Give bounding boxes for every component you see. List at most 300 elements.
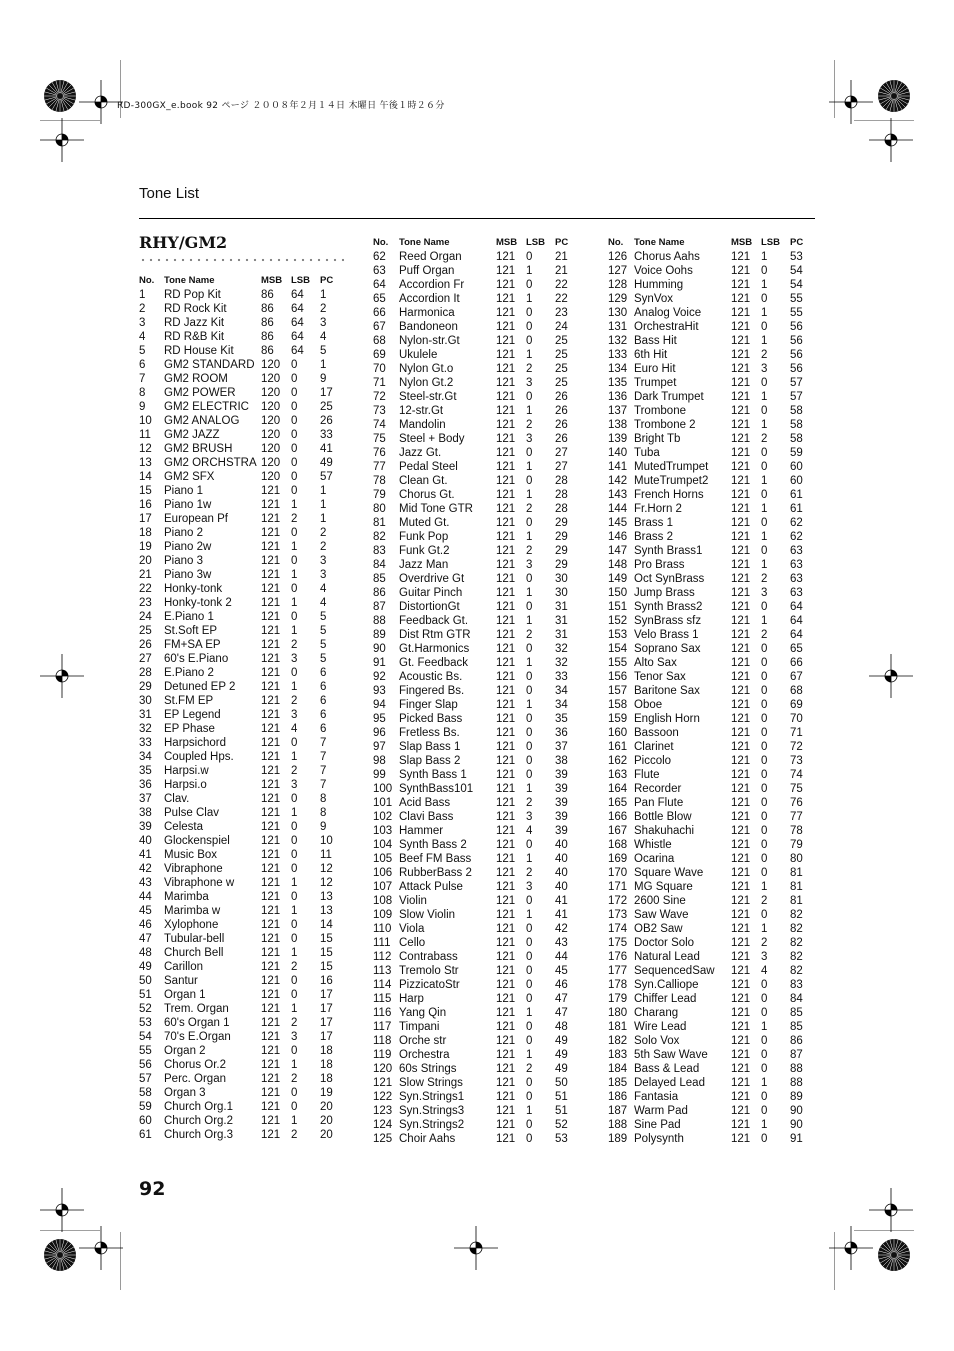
tone-msb: 121 bbox=[731, 545, 751, 557]
tone-name: Humming bbox=[634, 279, 684, 291]
tone-name: Funk Gt.2 bbox=[399, 545, 450, 557]
tone-pc: 17 bbox=[320, 989, 333, 1001]
tone-msb: 121 bbox=[496, 881, 516, 893]
tone-name: Mid Tone GTR bbox=[399, 503, 473, 515]
tone-name: Viola bbox=[399, 923, 425, 935]
tone-pc: 9 bbox=[320, 821, 327, 833]
tone-number: 57 bbox=[139, 1073, 152, 1085]
tone-number: 151 bbox=[608, 601, 628, 613]
tone-pc: 5 bbox=[320, 653, 327, 665]
tone-number: 177 bbox=[608, 965, 628, 977]
tone-msb: 121 bbox=[731, 853, 751, 865]
tone-pc: 5 bbox=[320, 611, 327, 623]
tone-pc: 63 bbox=[790, 587, 803, 599]
tone-lsb: 2 bbox=[526, 545, 533, 557]
tone-pc: 54 bbox=[790, 279, 803, 291]
crop-line bbox=[120, 1232, 121, 1291]
tone-number: 189 bbox=[608, 1133, 628, 1145]
tone-name: Music Box bbox=[164, 849, 218, 861]
tone-number: 54 bbox=[139, 1031, 152, 1043]
tone-number: 154 bbox=[608, 643, 628, 655]
tone-msb: 121 bbox=[731, 811, 751, 823]
tone-pc: 17 bbox=[320, 1031, 333, 1043]
tone-number: 140 bbox=[608, 447, 628, 459]
tone-lsb: 1 bbox=[291, 569, 298, 581]
tone-name: EP Legend bbox=[164, 709, 221, 721]
tone-number: 98 bbox=[373, 755, 386, 767]
tone-name: Tremolo Str bbox=[399, 965, 459, 977]
tone-number: 28 bbox=[139, 667, 152, 679]
tone-number: 67 bbox=[373, 321, 386, 333]
tone-pc: 62 bbox=[790, 517, 803, 529]
tone-pc: 64 bbox=[790, 601, 803, 613]
tone-lsb: 1 bbox=[291, 1115, 298, 1127]
tone-pc: 67 bbox=[790, 671, 803, 683]
tone-name: Steel + Body bbox=[399, 433, 465, 445]
tone-msb: 121 bbox=[496, 671, 516, 683]
tone-msb: 121 bbox=[731, 909, 751, 921]
tone-pc: 24 bbox=[555, 321, 568, 333]
page-number: 92 bbox=[139, 1178, 166, 1200]
tone-number: 63 bbox=[373, 265, 386, 277]
tone-name: Trombone 2 bbox=[634, 419, 696, 431]
tone-msb: 121 bbox=[496, 391, 516, 403]
tone-name: Harp bbox=[399, 993, 424, 1005]
tone-number: 141 bbox=[608, 461, 628, 473]
tone-msb: 121 bbox=[731, 839, 751, 851]
tone-pc: 4 bbox=[320, 583, 327, 595]
tone-lsb: 1 bbox=[526, 587, 533, 599]
tone-name: 60's E.Piano bbox=[164, 653, 229, 665]
tone-lsb: 0 bbox=[291, 891, 298, 903]
tone-number: 47 bbox=[139, 933, 152, 945]
tone-number: 5 bbox=[139, 345, 146, 357]
tone-lsb: 0 bbox=[761, 293, 768, 305]
tone-lsb: 64 bbox=[291, 331, 304, 343]
tone-number: 24 bbox=[139, 611, 152, 623]
tone-pc: 91 bbox=[790, 1133, 803, 1145]
tone-name: Bass Hit bbox=[634, 335, 677, 347]
tone-lsb: 0 bbox=[761, 405, 768, 417]
tone-msb: 121 bbox=[261, 737, 281, 749]
tone-number: 92 bbox=[373, 671, 386, 683]
tone-lsb: 2 bbox=[526, 503, 533, 515]
tone-number: 44 bbox=[139, 891, 152, 903]
tone-name: Piccolo bbox=[634, 755, 672, 767]
tone-msb: 121 bbox=[261, 1031, 281, 1043]
column-header-msb: MSB bbox=[496, 237, 518, 248]
tone-lsb: 1 bbox=[761, 279, 768, 291]
tone-msb: 121 bbox=[731, 1119, 751, 1131]
tone-number: 137 bbox=[608, 405, 628, 417]
tone-lsb: 1 bbox=[761, 391, 768, 403]
tone-pc: 51 bbox=[555, 1091, 568, 1103]
column-header-no: No. bbox=[139, 275, 155, 286]
tone-name: Orche str bbox=[399, 1035, 447, 1047]
tone-pc: 1 bbox=[320, 513, 327, 525]
tone-name: Oct SynBrass bbox=[634, 573, 705, 585]
tone-number: 186 bbox=[608, 1091, 628, 1103]
tone-msb: 121 bbox=[261, 555, 281, 567]
tone-lsb: 0 bbox=[526, 965, 533, 977]
tone-pc: 81 bbox=[790, 895, 803, 907]
tone-name: Timpani bbox=[399, 1021, 440, 1033]
tone-name: Feedback Gt. bbox=[399, 615, 469, 627]
tone-msb: 121 bbox=[731, 1063, 751, 1075]
tone-name: Vibraphone w bbox=[164, 877, 235, 889]
tone-pc: 39 bbox=[555, 825, 568, 837]
tone-pc: 82 bbox=[790, 937, 803, 949]
tone-pc: 27 bbox=[555, 447, 568, 459]
tone-lsb: 0 bbox=[526, 335, 533, 347]
tone-msb: 121 bbox=[496, 447, 516, 459]
tone-number: 9 bbox=[139, 401, 146, 413]
tone-msb: 121 bbox=[496, 279, 516, 291]
tone-number: 162 bbox=[608, 755, 628, 767]
tone-pc: 61 bbox=[790, 489, 803, 501]
tone-number: 77 bbox=[373, 461, 386, 473]
tone-pc: 76 bbox=[790, 797, 803, 809]
tone-number: 166 bbox=[608, 811, 628, 823]
tone-lsb: 0 bbox=[526, 769, 533, 781]
tone-number: 15 bbox=[139, 485, 152, 497]
tone-pc: 18 bbox=[320, 1073, 333, 1085]
tone-msb: 121 bbox=[496, 1105, 516, 1117]
tone-number: 75 bbox=[373, 433, 386, 445]
tone-pc: 17 bbox=[320, 387, 333, 399]
tone-number: 184 bbox=[608, 1063, 628, 1075]
tone-lsb: 1 bbox=[761, 475, 768, 487]
tone-number: 7 bbox=[139, 373, 146, 385]
crosshair-mark-icon bbox=[869, 1188, 913, 1232]
tone-pc: 56 bbox=[790, 335, 803, 347]
tone-number: 71 bbox=[373, 377, 386, 389]
tone-pc: 19 bbox=[320, 1087, 333, 1099]
tone-number: 119 bbox=[373, 1049, 392, 1061]
tone-name: Trombone bbox=[634, 405, 686, 417]
tone-name: Violin bbox=[399, 895, 427, 907]
column-header-name: Tone Name bbox=[399, 237, 450, 248]
tone-name: Soprano Sax bbox=[634, 643, 701, 655]
tone-name: Slap Bass 1 bbox=[399, 741, 461, 753]
tone-number: 120 bbox=[373, 1063, 393, 1075]
tone-number: 99 bbox=[373, 769, 386, 781]
tone-name: Solo Vox bbox=[634, 1035, 680, 1047]
tone-msb: 121 bbox=[261, 695, 281, 707]
tone-msb: 86 bbox=[261, 331, 274, 343]
tone-number: 128 bbox=[608, 279, 628, 291]
tone-name: Dark Trumpet bbox=[634, 391, 704, 403]
tone-msb: 121 bbox=[261, 611, 281, 623]
tone-msb: 86 bbox=[261, 303, 274, 315]
tone-number: 101 bbox=[373, 797, 393, 809]
tone-pc: 52 bbox=[555, 1119, 568, 1131]
tone-pc: 36 bbox=[555, 727, 568, 739]
tone-pc: 6 bbox=[320, 695, 327, 707]
tone-name: Organ 1 bbox=[164, 989, 206, 1001]
tone-lsb: 0 bbox=[761, 1049, 768, 1061]
tone-lsb: 3 bbox=[291, 1031, 298, 1043]
tone-lsb: 0 bbox=[526, 895, 533, 907]
tone-pc: 29 bbox=[555, 545, 568, 557]
tone-lsb: 0 bbox=[761, 993, 768, 1005]
tone-lsb: 0 bbox=[291, 1087, 298, 1099]
tone-pc: 17 bbox=[320, 1017, 333, 1029]
tone-pc: 4 bbox=[320, 331, 327, 343]
tone-msb: 121 bbox=[496, 657, 516, 669]
tone-name: Mandolin bbox=[399, 419, 446, 431]
tone-number: 27 bbox=[139, 653, 152, 665]
tone-pc: 60 bbox=[790, 461, 803, 473]
tone-lsb: 0 bbox=[291, 849, 298, 861]
tone-lsb: 2 bbox=[526, 797, 533, 809]
tone-msb: 121 bbox=[496, 1007, 516, 1019]
tone-number: 51 bbox=[139, 989, 152, 1001]
tone-msb: 121 bbox=[496, 741, 516, 753]
tone-number: 4 bbox=[139, 331, 146, 343]
tone-lsb: 0 bbox=[761, 1063, 768, 1075]
tone-pc: 18 bbox=[320, 1045, 333, 1057]
tone-pc: 73 bbox=[790, 755, 803, 767]
tone-lsb: 0 bbox=[291, 919, 298, 931]
tone-lsb: 3 bbox=[526, 377, 533, 389]
tone-name: Detuned EP 2 bbox=[164, 681, 236, 693]
tone-lsb: 3 bbox=[291, 779, 298, 791]
tone-pc: 1 bbox=[320, 359, 327, 371]
tone-msb: 121 bbox=[731, 951, 751, 963]
tone-number: 126 bbox=[608, 251, 628, 263]
tone-number: 145 bbox=[608, 517, 628, 529]
tone-pc: 86 bbox=[790, 1035, 803, 1047]
tone-name: Analog Voice bbox=[634, 307, 702, 319]
tone-name: E.Piano 2 bbox=[164, 667, 214, 679]
tone-name: Pulse Clav bbox=[164, 807, 219, 819]
book-file-info: RD-300GX_e.book 92 ページ ２００８年２月１４日 木曜日 午後１時２６分 bbox=[117, 101, 445, 111]
tone-msb: 121 bbox=[261, 989, 281, 1001]
tone-table-column-2 bbox=[373, 236, 583, 1146]
tone-lsb: 2 bbox=[761, 937, 768, 949]
tone-lsb: 1 bbox=[761, 615, 768, 627]
tone-number: 1 bbox=[139, 289, 146, 301]
tone-name: Nylon-str.Gt bbox=[399, 335, 460, 347]
tone-number: 158 bbox=[608, 699, 628, 711]
tone-pc: 35 bbox=[555, 713, 568, 725]
tone-number: 157 bbox=[608, 685, 628, 697]
tone-name: Overdrive Gt bbox=[399, 573, 465, 585]
tone-lsb: 0 bbox=[761, 1133, 768, 1145]
tone-msb: 121 bbox=[496, 685, 516, 697]
tone-number: 179 bbox=[608, 993, 628, 1005]
tone-lsb: 0 bbox=[761, 601, 768, 613]
tone-lsb: 0 bbox=[526, 517, 533, 529]
tone-lsb: 0 bbox=[291, 821, 298, 833]
column-header-lsb: LSB bbox=[526, 237, 545, 248]
tone-msb: 121 bbox=[496, 517, 516, 529]
tone-msb: 121 bbox=[261, 485, 281, 497]
tone-lsb: 0 bbox=[526, 307, 533, 319]
tone-name: Ukulele bbox=[399, 349, 438, 361]
tone-pc: 88 bbox=[790, 1063, 803, 1075]
tone-pc: 26 bbox=[555, 433, 568, 445]
tone-pc: 7 bbox=[320, 737, 327, 749]
tone-pc: 58 bbox=[790, 419, 803, 431]
tone-msb: 121 bbox=[731, 713, 751, 725]
tone-name: Charang bbox=[634, 1007, 679, 1019]
tone-name: Syn.Strings2 bbox=[399, 1119, 465, 1131]
tone-number: 65 bbox=[373, 293, 386, 305]
tone-pc: 82 bbox=[790, 951, 803, 963]
tone-number: 155 bbox=[608, 657, 628, 669]
tone-pc: 10 bbox=[320, 835, 333, 847]
tone-msb: 121 bbox=[731, 335, 751, 347]
tone-number: 127 bbox=[608, 265, 628, 277]
tone-pc: 29 bbox=[555, 517, 568, 529]
tone-msb: 121 bbox=[496, 713, 516, 725]
tone-number: 55 bbox=[139, 1045, 152, 1057]
tone-msb: 121 bbox=[731, 965, 751, 977]
tone-pc: 6 bbox=[320, 681, 327, 693]
tone-pc: 6 bbox=[320, 723, 327, 735]
tone-pc: 64 bbox=[790, 629, 803, 641]
tone-msb: 121 bbox=[731, 1021, 751, 1033]
tone-msb: 121 bbox=[731, 363, 751, 375]
tone-number: 23 bbox=[139, 597, 152, 609]
tone-name: GM2 ANALOG bbox=[164, 415, 240, 427]
tone-name: Funk Pop bbox=[399, 531, 449, 543]
tone-msb: 86 bbox=[261, 345, 274, 357]
tone-pc: 85 bbox=[790, 1007, 803, 1019]
tone-lsb: 0 bbox=[291, 667, 298, 679]
tone-number: 160 bbox=[608, 727, 628, 739]
tone-lsb: 1 bbox=[291, 751, 298, 763]
tone-number: 80 bbox=[373, 503, 386, 515]
tone-lsb: 1 bbox=[291, 947, 298, 959]
tone-name: SynVox bbox=[634, 293, 673, 305]
tone-lsb: 2 bbox=[761, 433, 768, 445]
tone-pc: 27 bbox=[555, 461, 568, 473]
tone-pc: 87 bbox=[790, 1049, 803, 1061]
tone-lsb: 1 bbox=[291, 1059, 298, 1071]
tone-number: 107 bbox=[373, 881, 393, 893]
tone-number: 87 bbox=[373, 601, 386, 613]
tone-number: 104 bbox=[373, 839, 393, 851]
tone-lsb: 2 bbox=[291, 639, 298, 651]
tone-pc: 68 bbox=[790, 685, 803, 697]
tone-msb: 121 bbox=[496, 405, 516, 417]
tone-pc: 1 bbox=[320, 499, 327, 511]
tone-name: Organ 3 bbox=[164, 1087, 206, 1099]
tone-name: Clarinet bbox=[634, 741, 674, 753]
tone-name: FM+SA EP bbox=[164, 639, 221, 651]
tone-name: Clean Gt. bbox=[399, 475, 448, 487]
tone-name: GM2 STANDARD bbox=[164, 359, 255, 371]
tone-lsb: 0 bbox=[761, 867, 768, 879]
tone-lsb: 0 bbox=[291, 485, 298, 497]
tone-name: Tuba bbox=[634, 447, 660, 459]
tone-msb: 121 bbox=[261, 1059, 281, 1071]
tone-lsb: 0 bbox=[761, 825, 768, 837]
column-header-msb: MSB bbox=[731, 237, 753, 248]
tone-name: Celesta bbox=[164, 821, 203, 833]
tone-name: Ocarina bbox=[634, 853, 675, 865]
tone-number: 21 bbox=[139, 569, 152, 581]
tone-pc: 26 bbox=[555, 391, 568, 403]
tone-lsb: 0 bbox=[526, 839, 533, 851]
tone-name: Synth Brass2 bbox=[634, 601, 703, 613]
tone-number: 147 bbox=[608, 545, 628, 557]
tone-name: Synth Bass 2 bbox=[399, 839, 467, 851]
tone-lsb: 0 bbox=[761, 699, 768, 711]
tone-lsb: 1 bbox=[526, 265, 533, 277]
tone-number: 176 bbox=[608, 951, 628, 963]
tone-number: 159 bbox=[608, 713, 628, 725]
tone-pc: 41 bbox=[555, 909, 568, 921]
column-header-pc: PC bbox=[790, 237, 804, 248]
crosshair-mark-icon bbox=[40, 1188, 84, 1232]
tone-msb: 121 bbox=[496, 1035, 516, 1047]
tone-name: Nylon Gt.o bbox=[399, 363, 454, 375]
tone-name: Tenor Sax bbox=[634, 671, 686, 683]
tone-lsb: 1 bbox=[291, 681, 298, 693]
tone-msb: 121 bbox=[496, 783, 516, 795]
tone-number: 146 bbox=[608, 531, 628, 543]
tone-lsb: 0 bbox=[526, 321, 533, 333]
tone-msb: 121 bbox=[731, 1077, 751, 1089]
tone-msb: 120 bbox=[261, 373, 281, 385]
tone-lsb: 1 bbox=[526, 293, 533, 305]
tone-pc: 25 bbox=[555, 335, 568, 347]
tone-number: 102 bbox=[373, 811, 393, 823]
tone-number: 25 bbox=[139, 625, 152, 637]
tone-msb: 121 bbox=[261, 569, 281, 581]
tone-name: Slap Bass 2 bbox=[399, 755, 461, 767]
tone-lsb: 0 bbox=[291, 401, 298, 413]
tone-msb: 121 bbox=[731, 881, 751, 893]
tone-msb: 121 bbox=[496, 433, 516, 445]
tone-msb: 121 bbox=[496, 1133, 516, 1145]
tone-lsb: 0 bbox=[761, 321, 768, 333]
tone-name: Acoustic Bs. bbox=[399, 671, 463, 683]
tone-name: RD Jazz Kit bbox=[164, 317, 225, 329]
tone-lsb: 0 bbox=[291, 583, 298, 595]
tone-number: 6 bbox=[139, 359, 146, 371]
tone-pc: 25 bbox=[320, 401, 333, 413]
tone-pc: 20 bbox=[320, 1101, 333, 1113]
tone-name: Syn.Strings1 bbox=[399, 1091, 465, 1103]
tone-lsb: 2 bbox=[291, 765, 298, 777]
tone-number: 144 bbox=[608, 503, 628, 515]
tone-name: SequencedSaw bbox=[634, 965, 715, 977]
tone-number: 40 bbox=[139, 835, 152, 847]
tone-lsb: 1 bbox=[761, 307, 768, 319]
tone-pc: 47 bbox=[555, 1007, 568, 1019]
tone-number: 35 bbox=[139, 765, 152, 777]
column-header-name: Tone Name bbox=[164, 275, 215, 286]
tone-name: 2600 Sine bbox=[634, 895, 686, 907]
tone-lsb: 2 bbox=[526, 629, 533, 641]
tone-lsb: 0 bbox=[291, 1045, 298, 1057]
crosshair-mark-icon bbox=[40, 654, 84, 698]
tone-name: 70's E.Organ bbox=[164, 1031, 231, 1043]
tone-lsb: 0 bbox=[761, 377, 768, 389]
tone-number: 105 bbox=[373, 853, 393, 865]
tone-lsb: 0 bbox=[761, 741, 768, 753]
tone-lsb: 0 bbox=[526, 1035, 533, 1047]
tone-lsb: 0 bbox=[526, 279, 533, 291]
tone-msb: 121 bbox=[496, 643, 516, 655]
tone-number: 95 bbox=[373, 713, 386, 725]
tone-msb: 121 bbox=[496, 265, 516, 277]
